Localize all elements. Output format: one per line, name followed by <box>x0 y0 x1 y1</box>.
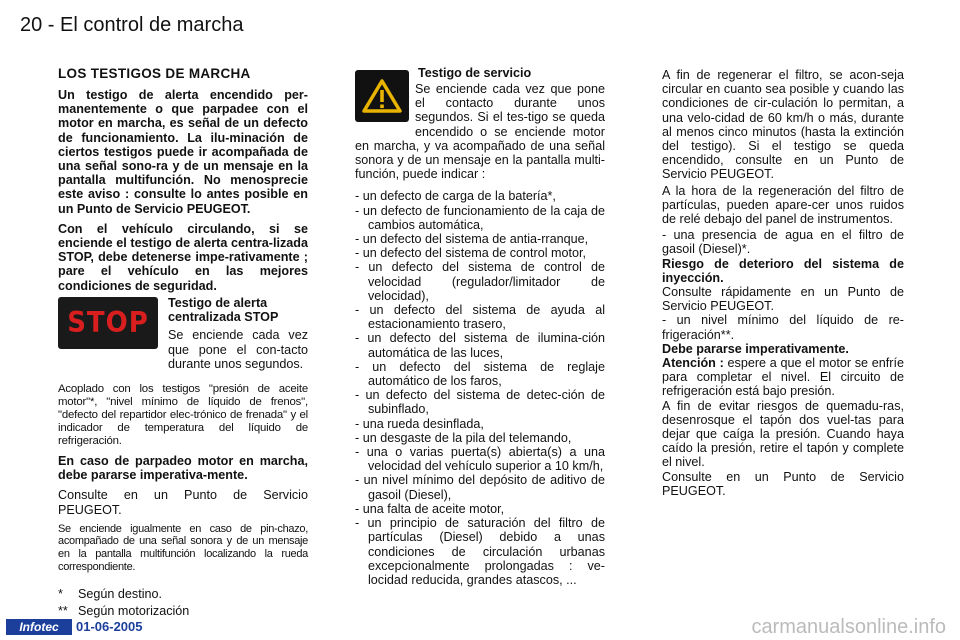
service-fault-list <box>355 189 605 587</box>
stop-coupled-text: Acoplado con los testigos "presión de aceite motor"*, "nivel mínimo de líquido de frenos", "defecto del repartidor elec-trónico de frenada" y el indicador de temperatura del líquido de refrigeración. <box>58 383 308 447</box>
list-item: - un principio de saturación del filtro de partículas (Diesel) debido a unas condiciones de circulación urbanas excepcionalmente prolongadas : ve-locidad reducida, grandes atascos, ... <box>355 516 605 587</box>
stop-warning-lamp-image <box>58 297 158 349</box>
footnote-1: * Según destino. <box>58 587 163 601</box>
section-title: LOS TESTIGOS DE MARCHA <box>58 66 251 81</box>
final-consult-text: Consulte en un Punto de Servicio PEUGEOT. <box>662 469 904 498</box>
footnote-2: ** Según motorización <box>58 604 190 618</box>
stop-consult-text: Consulte en un Punto de Servicio PEUGEOT. <box>58 488 308 517</box>
stop-description: Se enciende cada vez que pone el con-tacto durante unos segundos. <box>168 328 308 371</box>
intro-stop-text: Con el vehículo circulando, si se enciende el testigo de alerta centra-lizada STOP, debe detenerse impe-rativamente ; pare el vehículo en las mejores condiciones de seguridad. <box>58 221 308 293</box>
injection-risk-text: Riesgo de deterioro del sistema de inyección. <box>662 256 904 285</box>
list-item: - un defecto del sistema de ilumina-ción automática de las luces, <box>355 331 605 360</box>
coolant-level-text: - un nivel mínimo del líquido de re-frigeración**. <box>662 313 904 342</box>
stop-title: Testigo de alerta centralizada STOP <box>168 296 279 325</box>
list-item: - un defecto del sistema de control de velocidad (regulador/limitador de velocidad), <box>355 260 605 303</box>
attention-text <box>662 356 904 399</box>
attention-label: Atención : <box>662 356 724 371</box>
list-item: - un desgaste de la pila del telemando, <box>355 430 572 445</box>
service-title-block <box>418 66 605 80</box>
list-item: - una rueda desinflada, <box>355 416 484 431</box>
list-item: - un defecto del sistema de antia-rranque, <box>355 232 589 247</box>
footer-date: 01-06-2005 <box>76 619 143 634</box>
burn-risk-text: A fin de evitar riesgos de quemadu-ras, desenrosque el tapón dos vuel-tas para dejar que caíga la presión. Cuando haya caído la presión, retire el tapón y complete el nivel. <box>662 398 904 470</box>
column-left <box>58 88 308 293</box>
service-title: Testigo de servicio <box>418 66 532 80</box>
column-right <box>662 68 904 498</box>
attention-body: espere a que el motor se enfríe para completar el nivel. El circuito de refrigeración está bajo presión. <box>662 356 904 399</box>
list-item: - una o varias puerta(s) abierta(s) a una velocidad del vehículo superior a 10 km/h, <box>355 445 605 474</box>
water-in-filter-text: - una presencia de agua en el filtro de gasoil (Diesel)*. <box>662 228 904 257</box>
watermark: carmanualsonline.info <box>751 616 946 638</box>
stop-details <box>58 383 308 573</box>
list-item: - un defecto del sistema de control motor, <box>355 246 587 261</box>
intro-warning-text: Un testigo de alerta encendido per-manentemente o que parpadee con el motor en marcha, es señal de un defecto de funcionamiento. La ilu-minación de ciertos testigos puede ir acompañada de una señal sono-ra y de un mensaje en la pantalla multifunción. No menosprecie este aviso : consulte lo antes posible en un Punto de Servicio PEUGEOT. <box>58 88 308 216</box>
stop-text-block <box>168 296 308 371</box>
list-item: - un defecto del sistema de reglaje automático de los faros, <box>355 359 605 389</box>
stop-lamp-label: STOP <box>67 306 149 340</box>
service-description: Se enciende cada vez que pone el contacto durante unos segundos. Si el tes-tigo se queda encendido o se enciende motor en marcha, y va acompañado de una señal sonora y de un mensaje en la pantalla multi-función, puede indicar : <box>355 82 605 182</box>
infotec-logo: Infotec <box>6 619 72 635</box>
list-item: - una falta de aceite motor, <box>355 501 505 516</box>
list-item: - un defecto del sistema de detec-ción de subinflado, <box>355 388 605 417</box>
footnotes <box>58 586 189 620</box>
list-item: - un defecto de carga de la batería*, <box>355 189 556 204</box>
stop-puncture-text: Se enciende igualmente en caso de pin-chazo, acompañado de una señal sonora y de un mensaje en la pantalla multifunción localizando la rueda correspondiente. <box>58 522 308 573</box>
list-item: - un defecto del sistema de ayuda al estacionamiento trasero, <box>355 303 605 332</box>
regen-noise-text: A la hora de la regeneración del filtro de partículas, pueden apare-cer unos ruidos de relé debajo del panel de instrumentos. <box>662 183 904 227</box>
list-item: - un nivel mínimo del depósito de aditivo de gasoil (Diesel), <box>355 473 605 502</box>
must-stop-text: Debe pararse imperativamente. <box>662 341 849 356</box>
stop-blinking-warning: En caso de parpadeo motor en marcha, debe pararse imperativa-mente. <box>58 454 308 483</box>
column-middle <box>355 82 605 587</box>
page-title: 20 - El control de marcha <box>20 14 244 36</box>
list-item: - un defecto de funcionamiento de la caja de cambios automática, <box>355 203 605 232</box>
regen-text: A fin de regenerar el filtro, se acon-seja circular en cuanto sea posible y cuando las condiciones de cir-culación lo permitan, a una velo-cidad de 60 km/h o más, durante al menos cinco minutos (hasta la extinción del testigo). Si el testigo se queda encendido, consulte en un Punto de Servicio PEUGEOT. <box>662 68 904 182</box>
consult-quick-text: Consulte rápidamente en un Punto de Servicio PEUGEOT. <box>662 285 904 314</box>
